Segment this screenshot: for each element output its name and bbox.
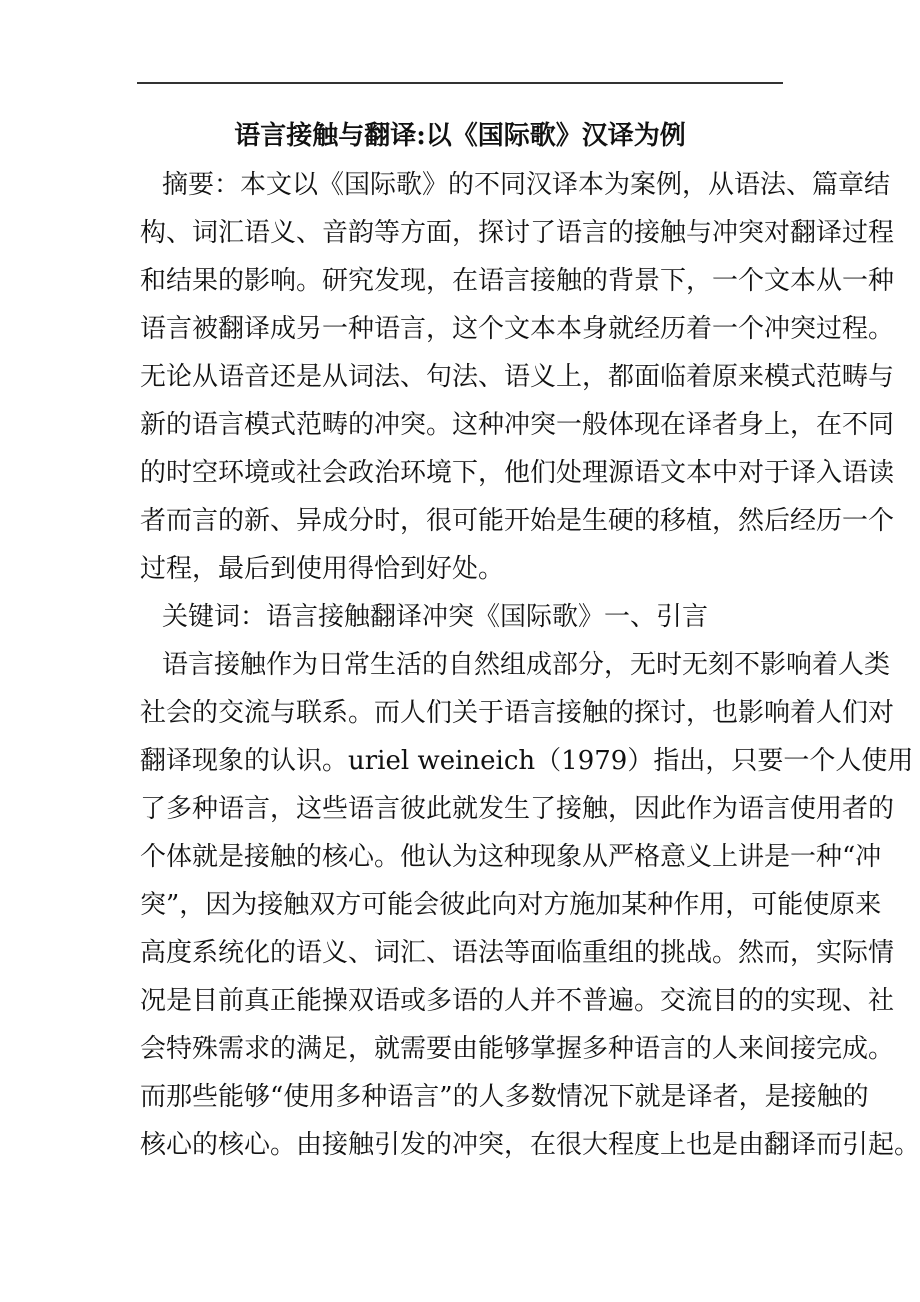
document-body — [140, 161, 920, 1169]
introduction-line: 高度系统化的语义、词汇、语法等面临重组的挑战。然而，实际情 — [140, 938, 895, 968]
introduction-line: 会特殊需求的满足，就需要由能够掌握多种语言的人来间接完成。 — [140, 1034, 895, 1064]
abstract-line: 无论从语音还是从词法、句法、语义上，都面临着原来模式范畴与 — [140, 362, 895, 392]
abstract-line: 的时空环境或社会政治环境下，他们处理源语文本中对于译入语读 — [140, 458, 895, 488]
introduction-line: 翻译现象的认识。uriel weineich（1979）指出，只要一个人使用 — [140, 746, 914, 776]
introduction-line: 社会的交流与联系。而人们关于语言接触的探讨，也影响着人们对 — [140, 698, 895, 728]
abstract-line: 构、词汇语义、音韵等方面，探讨了语言的接触与冲突对翻译过程 — [140, 218, 895, 248]
abstract-line: 摘要：本文以《国际歌》的不同汉译本为案例，从语法、篇章结 — [162, 170, 891, 200]
introduction-line: 突”，因为接触双方可能会彼此向对方施加某种作用，可能使原来 — [140, 890, 882, 920]
introduction-line: 语言接触作为日常生活的自然组成部分，无时无刻不影响着人类 — [162, 650, 891, 680]
keywords-line: 关键词：语言接触翻译冲突《国际歌》一、引言 — [162, 602, 709, 632]
abstract-line: 和结果的影响。研究发现，在语言接触的背景下，一个文本从一种 — [140, 266, 895, 296]
header-rule — [137, 82, 783, 84]
introduction-line: 了多种语言，这些语言彼此就发生了接触，因此作为语言使用者的 — [140, 794, 895, 824]
abstract-line: 者而言的新、异成分时，很可能开始是生硬的移植，然后经历一个 — [140, 506, 895, 536]
introduction-line: 况是目前真正能操双语或多语的人并不普遍。交流目的的实现、社 — [140, 986, 895, 1016]
introduction-line: 个体就是接触的核心。他认为这种现象从严格意义上讲是一种“冲 — [140, 842, 882, 872]
abstract-line: 语言被翻译成另一种语言，这个文本本身就经历着一个冲突过程。 — [140, 314, 895, 344]
abstract-line: 新的语言模式范畴的冲突。这种冲突一般体现在译者身上，在不同 — [140, 410, 895, 440]
introduction-line: 核心的核心。由接触引发的冲突，在很大程度上也是由翻译而引起。 — [140, 1130, 920, 1160]
introduction-line: 而那些能够“使用多种语言”的人多数情况下就是译者，是接触的 — [140, 1082, 869, 1112]
document-title: 语言接触与翻译:以《国际歌》汉译为例 — [234, 121, 686, 151]
abstract-line: 过程，最后到使用得恰到好处。 — [140, 554, 505, 584]
